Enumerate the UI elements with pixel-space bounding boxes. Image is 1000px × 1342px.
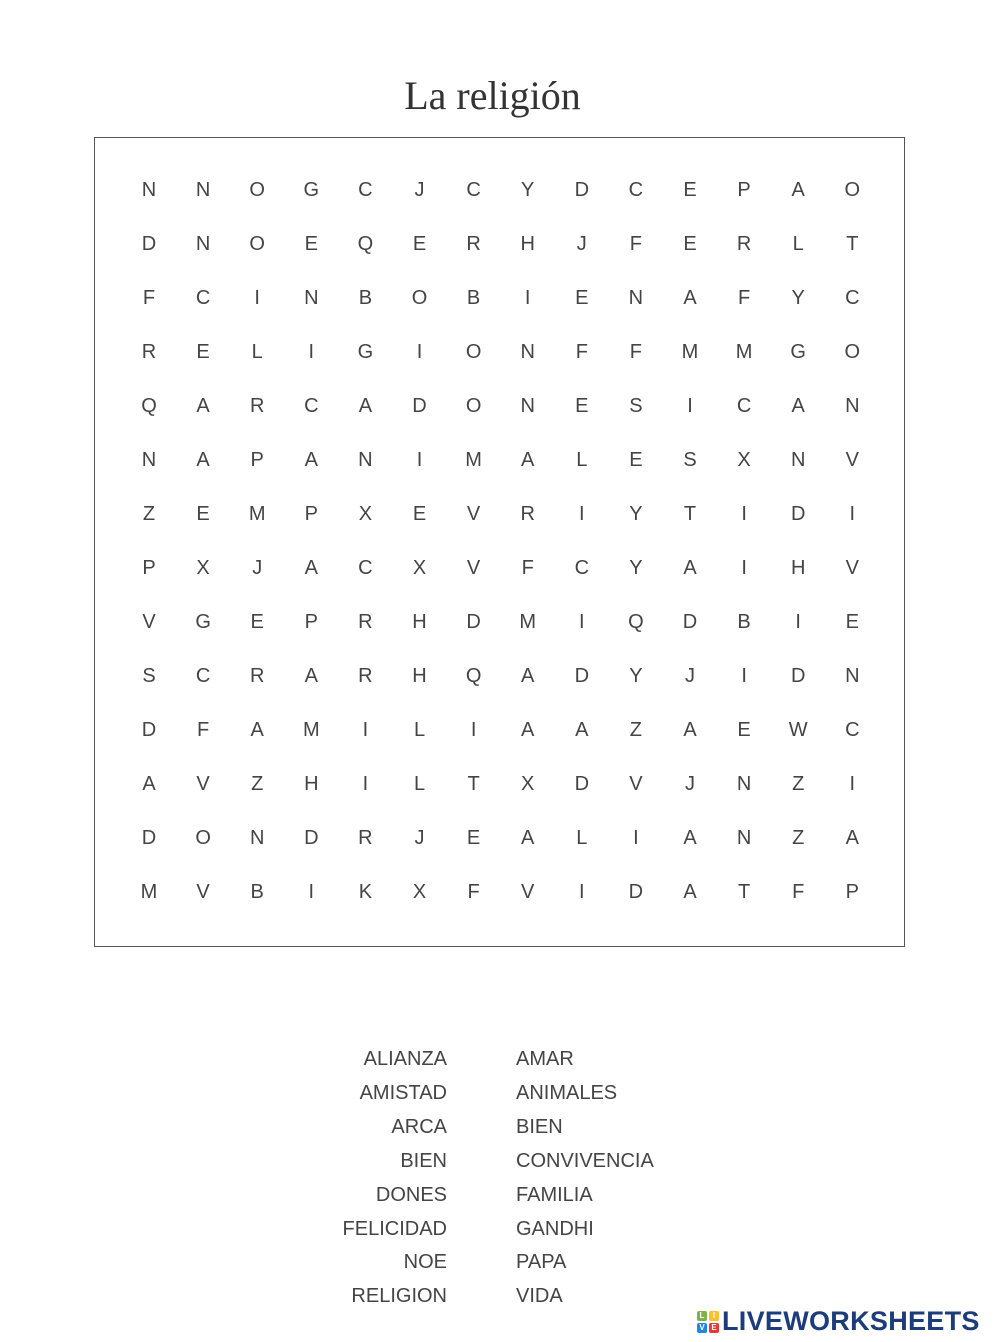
grid-cell[interactable]: I [308,341,315,363]
grid-cell[interactable]: Y [629,503,643,525]
grid-cell[interactable]: V [466,503,481,525]
grid-cell[interactable]: R [249,665,265,687]
grid-cell[interactable]: A [683,287,697,309]
grid-cell[interactable]: D [141,827,157,849]
grid-cell[interactable]: N [736,773,752,795]
grid-cell[interactable]: B [250,881,264,903]
grid-cell[interactable]: A [142,773,156,795]
grid-cell[interactable]: I [308,881,315,903]
grid-cell[interactable]: A [791,179,805,201]
grid-cell[interactable]: C [574,557,590,579]
grid-cell[interactable]: E [466,827,481,849]
word-list-item: FELICIDAD [342,1217,447,1240]
grid-cell[interactable]: O [411,287,428,309]
grid-cell[interactable]: E [575,395,589,417]
grid-cell[interactable]: B [358,287,373,309]
grid-cell[interactable]: Z [251,773,264,795]
grid-cell[interactable]: O [249,179,265,201]
grid-cell[interactable]: D [574,179,590,201]
grid-cell[interactable]: J [414,827,425,849]
grid-cell[interactable]: N [736,827,752,849]
grid-cell[interactable]: G [357,341,374,363]
grid-cell[interactable]: N [790,449,806,471]
grid-cell[interactable]: D [304,827,319,849]
grid-cell[interactable]: I [416,341,423,363]
grid-cell[interactable]: I [741,557,747,579]
grid-cell[interactable]: B [737,611,751,633]
grid-cell[interactable]: Q [141,395,157,417]
grid-cell[interactable]: C [736,395,752,417]
grid-cell[interactable]: N [628,287,644,309]
grid-cell[interactable]: Z [792,773,805,795]
grid-cell[interactable]: L [576,449,588,471]
grid-cell[interactable]: Y [521,179,535,201]
grid-cell[interactable]: A [196,395,210,417]
word-list-item: BIEN [516,1115,563,1138]
grid-cell[interactable]: D [141,233,157,255]
grid-cell[interactable]: M [465,449,482,471]
grid-cell[interactable]: A [683,827,697,849]
logo-badge-letter: V [697,1323,707,1333]
word-search-grid [94,137,905,947]
grid-cell[interactable]: R [358,827,373,849]
grid-cell[interactable]: E [196,341,210,363]
grid-cell[interactable]: X [412,881,427,903]
grid-cell[interactable]: C [195,287,211,309]
grid-cell[interactable]: J [685,665,695,687]
grid-cell[interactable]: J [685,773,695,795]
grid-cell[interactable]: N [141,179,157,201]
grid-cell[interactable]: V [196,881,210,903]
grid-cell[interactable]: X [737,449,751,471]
grid-cell[interactable]: A [845,827,859,849]
grid-cell[interactable]: T [467,773,480,795]
grid-cell[interactable]: D [466,611,481,633]
word-list-item: GANDHI [516,1217,594,1240]
word-list-item: ALIANZA [363,1048,447,1070]
grid-cell[interactable]: M [248,503,266,525]
logo-text: LIVEWORKSHEETS [722,1306,980,1336]
grid-cell[interactable]: R [520,503,535,525]
grid-cell[interactable]: O [195,827,211,849]
grid-cell[interactable]: H [790,557,806,579]
grid-cell[interactable]: N [358,449,373,471]
grid-cell[interactable]: I [416,449,423,471]
grid-cell[interactable]: O [844,179,861,201]
grid-cell[interactable]: T [737,881,751,903]
grid-cell[interactable]: S [683,449,697,471]
grid-cell[interactable]: P [304,503,318,525]
grid-cell[interactable]: R [249,395,265,417]
grid-cell[interactable]: D [574,665,590,687]
grid-cell[interactable]: V [629,773,643,795]
grid-cell[interactable]: T [683,503,697,525]
grid-cell[interactable]: C [195,665,211,687]
grid-cell[interactable]: A [304,665,318,687]
grid-cell[interactable]: P [845,881,859,903]
grid-cell[interactable]: D [141,719,157,741]
grid-cell[interactable]: B [466,287,481,309]
grid-cell[interactable]: C [466,179,481,201]
grid-cell[interactable]: Z [629,719,642,741]
grid-cell[interactable]: Y [629,665,643,687]
grid-cell[interactable]: K [358,881,373,903]
grid-cell[interactable]: W [788,719,808,741]
grid-cell[interactable]: R [358,665,373,687]
grid-cell[interactable]: L [792,233,804,255]
grid-cell[interactable]: X [412,557,427,579]
grid-cell[interactable]: X [521,773,535,795]
grid-cell[interactable]: M [735,341,753,363]
grid-cell[interactable]: V [845,449,859,471]
grid-cell[interactable]: N [249,827,265,849]
word-list-item: CONVIVENCIA [516,1149,654,1172]
grid-cell[interactable]: L [251,341,263,363]
grid-cell[interactable]: A [250,719,264,741]
grid-cell[interactable]: E [412,503,427,525]
grid-cell[interactable]: C [845,287,860,309]
grid-cell[interactable]: A [683,557,697,579]
grid-cell[interactable]: V [466,557,481,579]
word-list-item: BIEN [400,1149,447,1172]
grid-cell[interactable]: H [520,233,535,255]
word-list-item: AMISTAD [359,1081,447,1104]
grid-cell[interactable]: Z [792,827,805,849]
grid-cell[interactable]: P [304,611,318,633]
grid-cell[interactable]: Q [357,233,374,255]
grid-cell[interactable]: A [683,719,697,741]
grid-cell[interactable]: S [629,395,643,417]
grid-cell[interactable]: I [524,287,531,309]
grid-cell[interactable]: J [576,233,587,255]
grid-cell[interactable]: D [628,881,644,903]
grid-cell[interactable]: I [741,665,747,687]
grid-cell[interactable]: G [303,179,320,201]
grid-cell[interactable]: I [741,503,747,525]
grid-cell[interactable]: I [362,773,369,795]
grid-cell[interactable]: D [790,503,806,525]
grid-cell[interactable]: C [304,395,319,417]
logo-badge-letter: I [709,1311,719,1321]
grid-cell[interactable]: I [579,881,585,903]
grid-cell[interactable]: F [196,719,210,741]
grid-cell[interactable]: E [683,179,697,201]
grid-cell[interactable]: Q [628,611,644,633]
grid-cell[interactable]: N [195,179,211,201]
logo-badge-icon [697,1311,719,1333]
grid-cell[interactable]: R [358,611,373,633]
grid-cell[interactable]: E [737,719,751,741]
grid-cell[interactable]: Y [629,557,643,579]
grid-cell[interactable]: M [140,881,158,903]
word-list-item: RELIGION [351,1285,447,1308]
grid-cell[interactable]: E [250,611,264,633]
grid-cell[interactable]: J [414,179,425,201]
grid-cell[interactable]: F [792,881,805,903]
word-list-item: DONES [375,1183,447,1206]
grid-cell[interactable]: R [736,233,752,255]
grid-cell[interactable]: A [521,719,535,741]
grid-cell[interactable]: E [196,503,210,525]
grid-cell[interactable]: A [521,449,535,471]
grid-cell[interactable]: N [845,395,860,417]
grid-cell[interactable]: A [521,827,535,849]
grid-cell[interactable]: D [574,773,590,795]
grid-cell[interactable]: I [579,503,585,525]
grid-cell[interactable]: D [790,665,806,687]
grid-cell[interactable]: F [467,881,480,903]
grid-cell[interactable]: E [845,611,859,633]
grid-cell[interactable]: F [629,341,642,363]
grid-cell[interactable]: C [358,557,373,579]
word-list-item: FAMILIA [516,1183,593,1206]
grid-cell[interactable]: N [195,233,211,255]
grid-cell[interactable]: O [465,395,482,417]
word-list-item: AMAR [516,1048,574,1070]
grid-cell[interactable]: Z [142,503,156,525]
grid-cell[interactable]: M [681,341,699,363]
grid-cell[interactable]: R [466,233,481,255]
grid-cell[interactable]: O [465,341,482,363]
grid-cell[interactable]: A [521,665,535,687]
grid-cell[interactable]: I [254,287,260,309]
grid-cell[interactable]: A [304,557,318,579]
grid-cell[interactable]: Y [791,287,805,309]
page-title: La religión [404,73,581,118]
grid-cell[interactable]: I [795,611,801,633]
grid-cell[interactable]: R [141,341,157,363]
grid-cell[interactable]: T [846,233,859,255]
grid-cell[interactable]: I [849,773,856,795]
grid-cell[interactable]: D [412,395,427,417]
grid-cell[interactable]: A [304,449,318,471]
grid-cell[interactable]: H [412,611,427,633]
grid-cell[interactable]: M [519,611,537,633]
grid-cell[interactable]: N [304,287,319,309]
grid-cell[interactable]: I [362,719,369,741]
word-list-item: ARCA [391,1115,447,1138]
grid-cell[interactable]: O [844,341,861,363]
grid-cell[interactable]: N [845,665,860,687]
grid-cell[interactable]: Q [465,665,482,687]
grid-cell[interactable]: A [358,395,373,417]
grid-cell[interactable]: P [737,179,751,201]
liveworksheets-logo [697,1306,980,1337]
grid-cell[interactable]: E [575,287,589,309]
grid-cell[interactable]: L [413,773,426,795]
grid-cell[interactable]: H [412,665,427,687]
grid-cell[interactable]: F [521,557,534,579]
grid-cell[interactable]: C [845,719,860,741]
grid-cell[interactable]: X [196,557,210,579]
grid-cell[interactable]: V [196,773,210,795]
grid-cell[interactable]: N [520,395,535,417]
grid-cell[interactable]: P [250,449,264,471]
grid-cell[interactable]: I [849,503,856,525]
word-list-item: PAPA [516,1251,567,1274]
word-list-item: ANIMALES [516,1081,618,1104]
word-list-item: NOE [403,1251,447,1274]
grid-cell[interactable]: E [683,233,697,255]
grid-cell[interactable]: H [304,773,319,795]
grid-cell[interactable]: N [520,341,535,363]
grid-cell[interactable]: A [683,881,697,903]
grid-cell[interactable]: F [737,287,751,309]
grid-cell[interactable]: L [413,719,426,741]
grid-cell[interactable]: I [470,719,477,741]
grid-cell[interactable]: F [575,341,588,363]
grid-cell[interactable]: F [629,233,642,255]
grid-cell[interactable]: F [142,287,156,309]
grid-cell[interactable]: D [682,611,698,633]
grid-cell[interactable]: M [302,719,320,741]
grid-cell[interactable]: E [304,233,318,255]
grid-cell[interactable]: I [633,827,639,849]
grid-cell[interactable]: A [791,395,805,417]
grid-cell[interactable]: N [141,449,157,471]
logo-badge-letter: E [709,1323,719,1333]
grid-cell[interactable]: V [142,611,156,633]
grid-cell[interactable]: J [252,557,263,579]
grid-cell[interactable]: G [195,611,211,633]
grid-cell[interactable]: I [687,395,693,417]
grid-cell[interactable]: E [412,233,427,255]
grid-cell[interactable]: P [142,557,156,579]
grid-cell[interactable]: C [628,179,644,201]
grid-cell[interactable]: A [575,719,589,741]
grid-cell[interactable]: G [790,341,806,363]
word-list-item: VIDA [516,1285,563,1308]
grid-cell[interactable]: I [579,611,585,633]
grid-cell[interactable]: X [358,503,373,525]
grid-cell[interactable]: V [845,557,859,579]
grid-cell[interactable]: A [196,449,210,471]
logo-badge-letter: L [697,1311,707,1321]
grid-cell[interactable]: O [249,233,265,255]
grid-cell[interactable]: L [576,827,588,849]
grid-cell[interactable]: E [629,449,643,471]
grid-cell[interactable]: V [521,881,535,903]
grid-cell[interactable]: C [358,179,373,201]
grid-cell[interactable]: S [142,665,156,687]
